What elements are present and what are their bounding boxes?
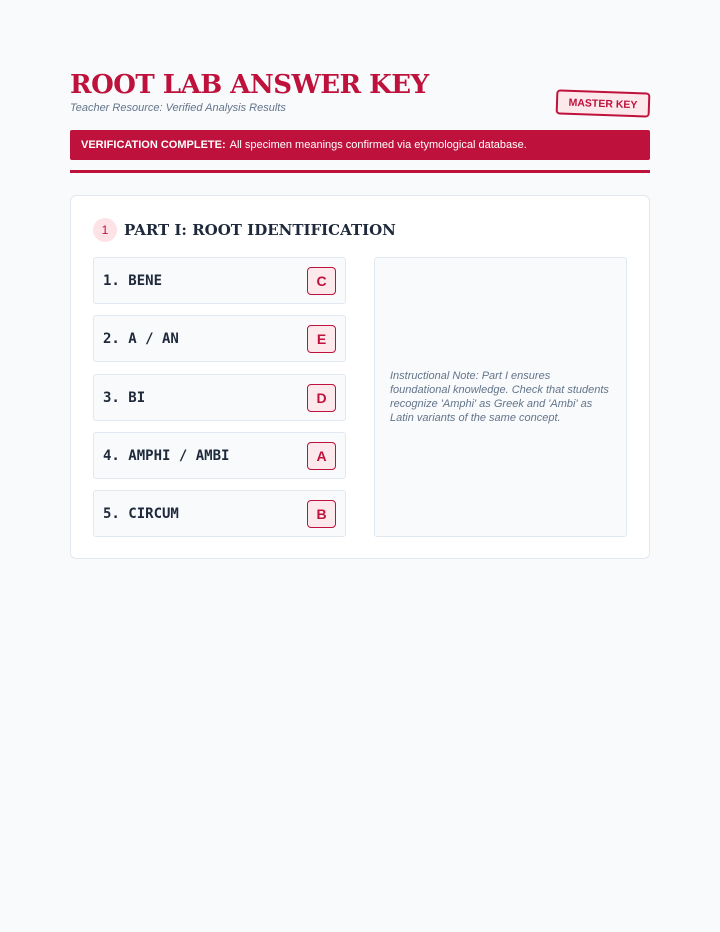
page-title: ROOT LAB ANSWER KEY bbox=[70, 70, 429, 100]
root-label: 3. BI bbox=[103, 389, 146, 406]
root-label: 1. BENE bbox=[103, 273, 163, 289]
root-item bbox=[93, 315, 346, 362]
root-item bbox=[93, 490, 346, 537]
answer-badge: B bbox=[307, 500, 336, 528]
page-subtitle: Teacher Resource: Verified Analysis Results bbox=[70, 102, 286, 114]
instructional-note-text: Instructional Note: Part I ensures foundational knowledge. Check that students recognize 'Amphi' as Greek and 'Ambi' as Latin variants of the same concept. bbox=[390, 370, 609, 424]
part-title: PART I: ROOT IDENTIFICATION bbox=[124, 221, 396, 239]
answer-key-page bbox=[70, 0, 650, 523]
answer-badge: E bbox=[307, 325, 336, 353]
root-label: 5. CIRCUM bbox=[103, 506, 179, 523]
root-item bbox=[93, 432, 346, 479]
answer-badge: D bbox=[307, 384, 336, 412]
verification-message: All specimen meanings confirmed via etymological database. bbox=[229, 139, 527, 151]
root-item bbox=[93, 374, 346, 421]
master-key-stamp: MASTER KEY bbox=[556, 89, 651, 117]
root-item bbox=[93, 257, 346, 304]
verification-banner bbox=[70, 130, 650, 160]
root-label: 2. A / AN bbox=[103, 331, 179, 348]
part-1-card bbox=[70, 195, 650, 559]
root-label: 4. AMPHI / AMBI bbox=[103, 447, 230, 464]
verification-label: VERIFICATION COMPLETE: bbox=[81, 139, 226, 151]
header-divider bbox=[70, 170, 650, 173]
page-header bbox=[70, 0, 650, 170]
instructional-note bbox=[374, 257, 627, 537]
part-number-badge: 1 bbox=[93, 218, 117, 242]
answer-badge: A bbox=[307, 442, 336, 470]
root-items-list bbox=[93, 257, 346, 548]
answer-badge: C bbox=[307, 267, 336, 295]
